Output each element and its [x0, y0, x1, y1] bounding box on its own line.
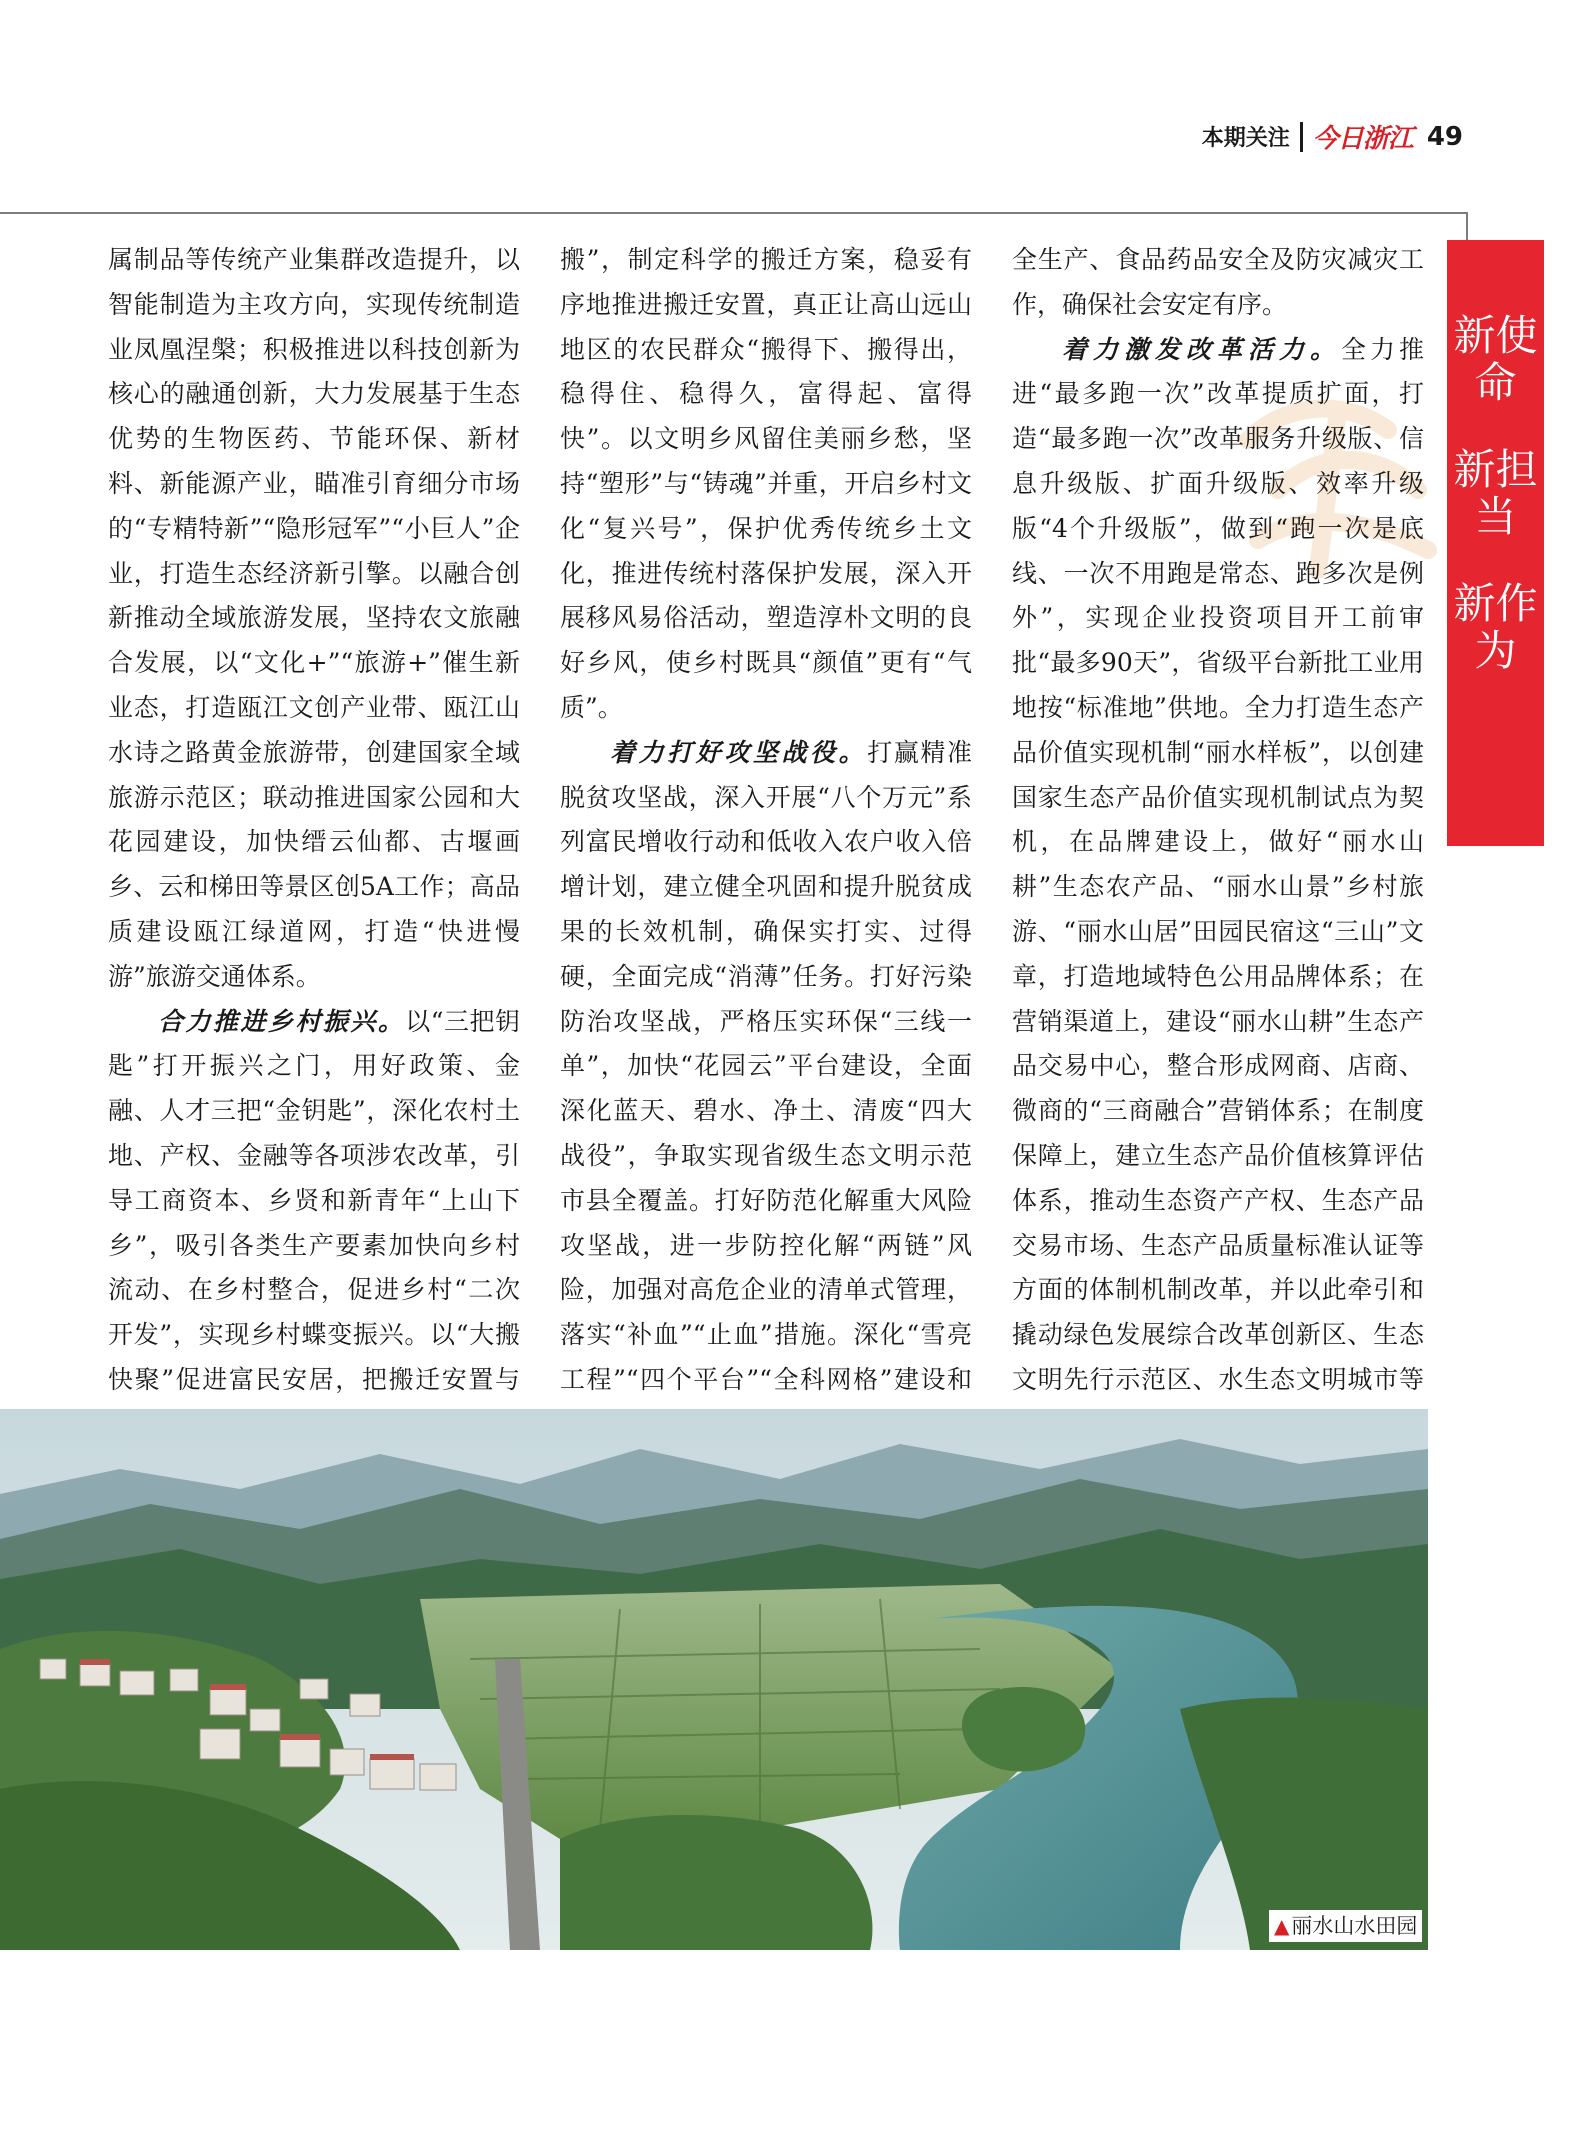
top-rule — [0, 212, 1468, 214]
paragraph — [108, 238, 520, 1000]
landscape-photo — [0, 1409, 1428, 1950]
paragraph — [1012, 328, 1424, 1493]
paragraph — [560, 238, 972, 731]
paragraph — [560, 731, 972, 1493]
paragraph-text: 打赢精准脱贫攻坚战，深入开展“八个万元”系列富民增收行动和低收入农户收入倍增计划，建立健全巩固和提升脱贫成果的长效机制，确保实打实、过得硬，全面完成“消薄”任务。打好污染防治攻坚战，严格压实环保“三线一单”，加快“花园云”平台建设，全面深化蓝天、碧水、净土、清废“四大战役”，争取实现省级生态文明示范市县全覆盖。打好防范化解重大风险攻坚战，进一步防控化解“两链”风险，加强对高危企业的清单式管理，落实“补血”“止血”措施。深化“雪亮工程”“四个平台”“全科网格”建设和 — [560, 737, 972, 1394]
side-tab-line: 新使命 — [1453, 311, 1538, 407]
page-number: 49 — [1426, 121, 1463, 152]
landscape-photo-illustration — [0, 1409, 1428, 1950]
article-column-3 — [1012, 238, 1424, 1492]
caption-triangle-icon: ▲ — [1274, 1914, 1290, 1938]
paragraph-text: 搬”，制定科学的搬迁方案，稳妥有序地推进搬迁安置，真正让高山远山地区的农民群众“搬得下、搬得出，稳得住、稳得久，富得起、富得快”。以文明乡风留住美丽乡愁，坚持“塑形”与“铸魂”并重，开启乡村文化“复兴号”，保护优秀传统乡土文化，推进传统村落保护发展，深入开展移风易俗活动，塑造淳朴文明的良好乡风，使乡村既具“颜值”更有“气质”。 — [560, 245, 972, 722]
top-rule-corner — [1466, 212, 1468, 242]
photo-caption-text: 丽水山水田园 — [1291, 1914, 1418, 1938]
side-tab-line: 新担当 — [1453, 445, 1538, 541]
header-divider — [1300, 122, 1303, 152]
side-tab-banner — [1447, 240, 1544, 846]
paragraph — [1012, 238, 1424, 328]
paragraph-text: 以“三把钥匙”打开振兴之门，用好政策、金融、人才三把“金钥匙”，深化农村土地、产权、金融等各项涉农改革，引导工商资本、乡贤和新青年“上山下乡”，吸引各类生产要素加快向乡村流动、在乡村整合，促进乡村“二次开发”，实现乡村蝶变振兴。以“大搬快聚”促进富民安居，把搬迁安置与 — [108, 1006, 520, 1394]
magazine-logo: 今日浙江 — [1312, 124, 1413, 154]
side-tab-line: 新作为 — [1453, 579, 1538, 675]
paragraph-text: 属制品等传统产业集群改造提升，以智能制造为主攻方向，实现传统制造业凤凰涅槃；积极推进以科技创新为核心的融通创新，大力发展基于生态优势的生物医药、节能环保、新材料、新能源产业，瞄准引育细分市场的“专精特新”“隐形冠军”“小巨人”企业，打造生态经济新引擎。以融合创新推动全域旅游发展，坚持农文旅融合发展，以“文化+”“旅游+”催生新业态，打造瓯江文创产业带、瓯江山水诗之路黄金旅游带，创建国家全域旅游示范区；联动推进国家公园和大花园建设，加快缙云仙都、古堰画乡、云和梯田等景区创5A工作；高品质建设瓯江绿道网，打造“快进慢游”旅游交通体系。 — [108, 245, 520, 991]
section-title: 本期关注 — [1201, 126, 1290, 151]
article-column-2 — [560, 238, 972, 1492]
photo-caption — [1269, 1910, 1422, 1942]
paragraph-text: 全生产、食品药品安全及防灾减灾工作，确保社会安定有序。 — [1012, 245, 1424, 319]
page-header — [1202, 118, 1463, 155]
paragraph-lead: 合力推进乡村振兴。 — [158, 1006, 406, 1036]
article-column-1 — [108, 238, 520, 1492]
paragraph-lead: 着力激发改革活力。 — [1062, 334, 1341, 364]
paragraph-lead: 着力打好攻坚战役。 — [610, 737, 868, 767]
paragraph-text: 全力推进“最多跑一次”改革提质扩面，打造“最多跑一次”改革服务升级版、信息升级版、扩面升级版、效率升级版“4个升级版”，做到“跑一次是底线、一次不用跑是常态、跑多次是例外”，实现企业投资项目开工前审批“最多90天”，省级平台新批工业用地按“标准地”供地。全力打造生态产品价值实现机制“丽水样板”，以创建国家生态产品价值实现机制试点为契机，在品牌建设上，做好“丽水山耕”生态农产品、“丽水山景”乡村旅游、“丽水山居”田园民宿这“三山”文章，打造地域特色公用品牌体系；在营销渠道上，建设“丽水山耕”生态产品交易中心，整合形成网商、店商、微商的“三商融合”营销体系；在制度保障上，建立生态产品价值核算评估体系，推动生态资产产权、生态产品交易市场、生态产品质量标准认证等方面的体制机制改革，并以此牵引和撬动绿色发展综合改革创新区、生态文明先行示范区、水生态文明城市等 — [1012, 334, 1424, 1394]
